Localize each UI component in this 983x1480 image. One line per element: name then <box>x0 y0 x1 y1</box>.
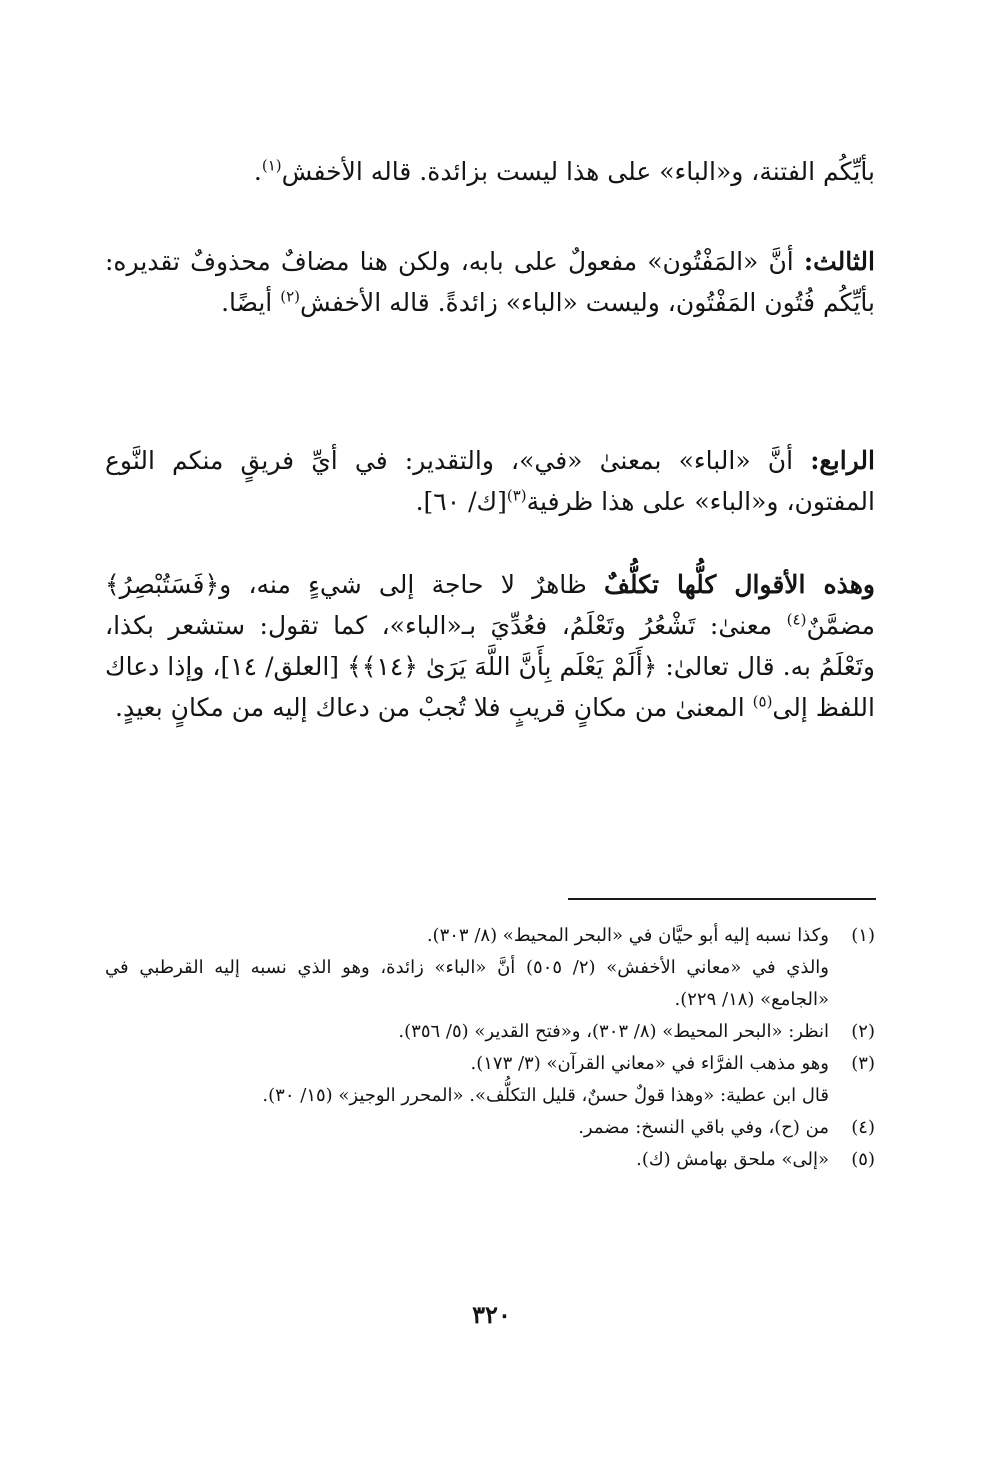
footnote-text: «إلى» ملحق بهامش (ك). <box>636 1149 829 1170</box>
footnote-number: (٢) <box>851 1021 875 1042</box>
footnote-2 <box>105 1016 875 1048</box>
footnote-separator <box>568 898 876 900</box>
paragraph-tail: . <box>253 157 262 186</box>
footnote-5 <box>105 1144 875 1176</box>
footnote-text: وكذا نسبه إليه أبو حيَّان في «البحر المحيط» (٨/ ٣٠٣). <box>426 925 829 946</box>
footnote-3 <box>105 1048 875 1080</box>
paragraph-text: أنَّ «المَفْتُون» مفعولٌ على بابه، ولكن هنا مضافٌ محذوفٌ تقديره: بأيِّكُم فُتُون المَفْتُون، وليست «الباء» زائدةً. قاله الأخفش <box>105 247 875 317</box>
paragraph-conclusion <box>105 564 875 728</box>
footnote-text: انظر: «البحر المحيط» (٨/ ٣٠٣)، و«فتح القدير» (٥/ ٣٥٦). <box>398 1021 829 1042</box>
footnote-text: وهو مذهب الفرَّاء في «معاني القرآن» (٣/ ١٧٣). <box>470 1053 829 1074</box>
footnote-1 <box>105 920 875 952</box>
footnote-ref-2: (٢) <box>280 287 300 306</box>
footnote-continuation: قال ابن عطية: «وهذا قولٌ حسنٌ، قليل التكلُّف». «المحرر الوجيز» (١٥/ ٣٠). <box>262 1085 829 1106</box>
paragraph-tail: أيضًا. <box>221 288 281 317</box>
footnote-number: (٣) <box>851 1053 875 1074</box>
paragraph-first <box>105 151 875 192</box>
footnote-number: (٤) <box>851 1117 875 1138</box>
paragraph-heading: الرابع: <box>810 446 875 475</box>
footnote-4 <box>105 1112 875 1144</box>
footnote-text: من (ح)، وفي باقي النسخ: مضمر. <box>578 1117 829 1138</box>
paragraph-heading: الثالث: <box>803 247 875 276</box>
paragraph-text: بأيِّكُم الفتنة، و«الباء» على هذا ليست بزائدة. قاله الأخفش <box>281 157 875 186</box>
footnotes <box>105 920 875 1176</box>
footnote-ref-4: (٤) <box>786 610 807 629</box>
page-number: ٣٢٠ <box>472 1300 511 1329</box>
paragraph-tail: [ك/ ٦٠]. <box>415 487 507 516</box>
paragraph-fourth-opinion <box>105 440 875 522</box>
footnote-ref-3: (٣) <box>506 486 527 505</box>
footnote-ref-1: (١) <box>261 156 282 175</box>
paragraph-text: معنىٰ: تَشْعُرُ وتَعْلَمُ، فعُدِّيَ بـ«الباء»، كما تقول: ستشعر بكذا، وتَعْلَمُ به. قال تعالىٰ: ﴿أَلَمْ يَعْلَم بِأَنَّ اللَّهَ يَرَىٰ ﴿١٤﴾﴾ [العلق/ ١٤]، وإذا دعاك اللفظ إلى <box>105 611 875 722</box>
paragraph-text: أنَّ «الباء» بمعنىٰ «في»، والتقدير: في أيِّ فريقٍ منكم النَّوع المفتون، و«الباء» على هذا ظرفية <box>105 446 875 516</box>
paragraph-third-opinion <box>105 241 875 323</box>
paragraph-heading: وهذه الأقوال كلُّها تكلُّفٌ <box>604 570 875 599</box>
footnote-number: (٥) <box>851 1149 875 1170</box>
footnote-continuation: والذي في «معاني الأخفش» (٢/ ٥٠٥) أنَّ «الباء» زائدة، وهو الذي نسبه إليه القرطبي في «الجامع» (١٨/ ٢٢٩). <box>105 957 829 1010</box>
footnote-ref-5: (٥) <box>752 692 773 711</box>
paragraph-text: المعنىٰ من مكانٍ قريبٍ فلا تُجبْ من دعاك إليه من مكانٍ بعيدٍ. <box>115 693 753 722</box>
footnote-number: (١) <box>851 925 875 946</box>
paragraph-text: ظاهرٌ لا حاجة إلى شيءٍ منه، و﴿فَسَتُبْصِرُ﴾ مضمَّنٌ <box>105 570 875 640</box>
